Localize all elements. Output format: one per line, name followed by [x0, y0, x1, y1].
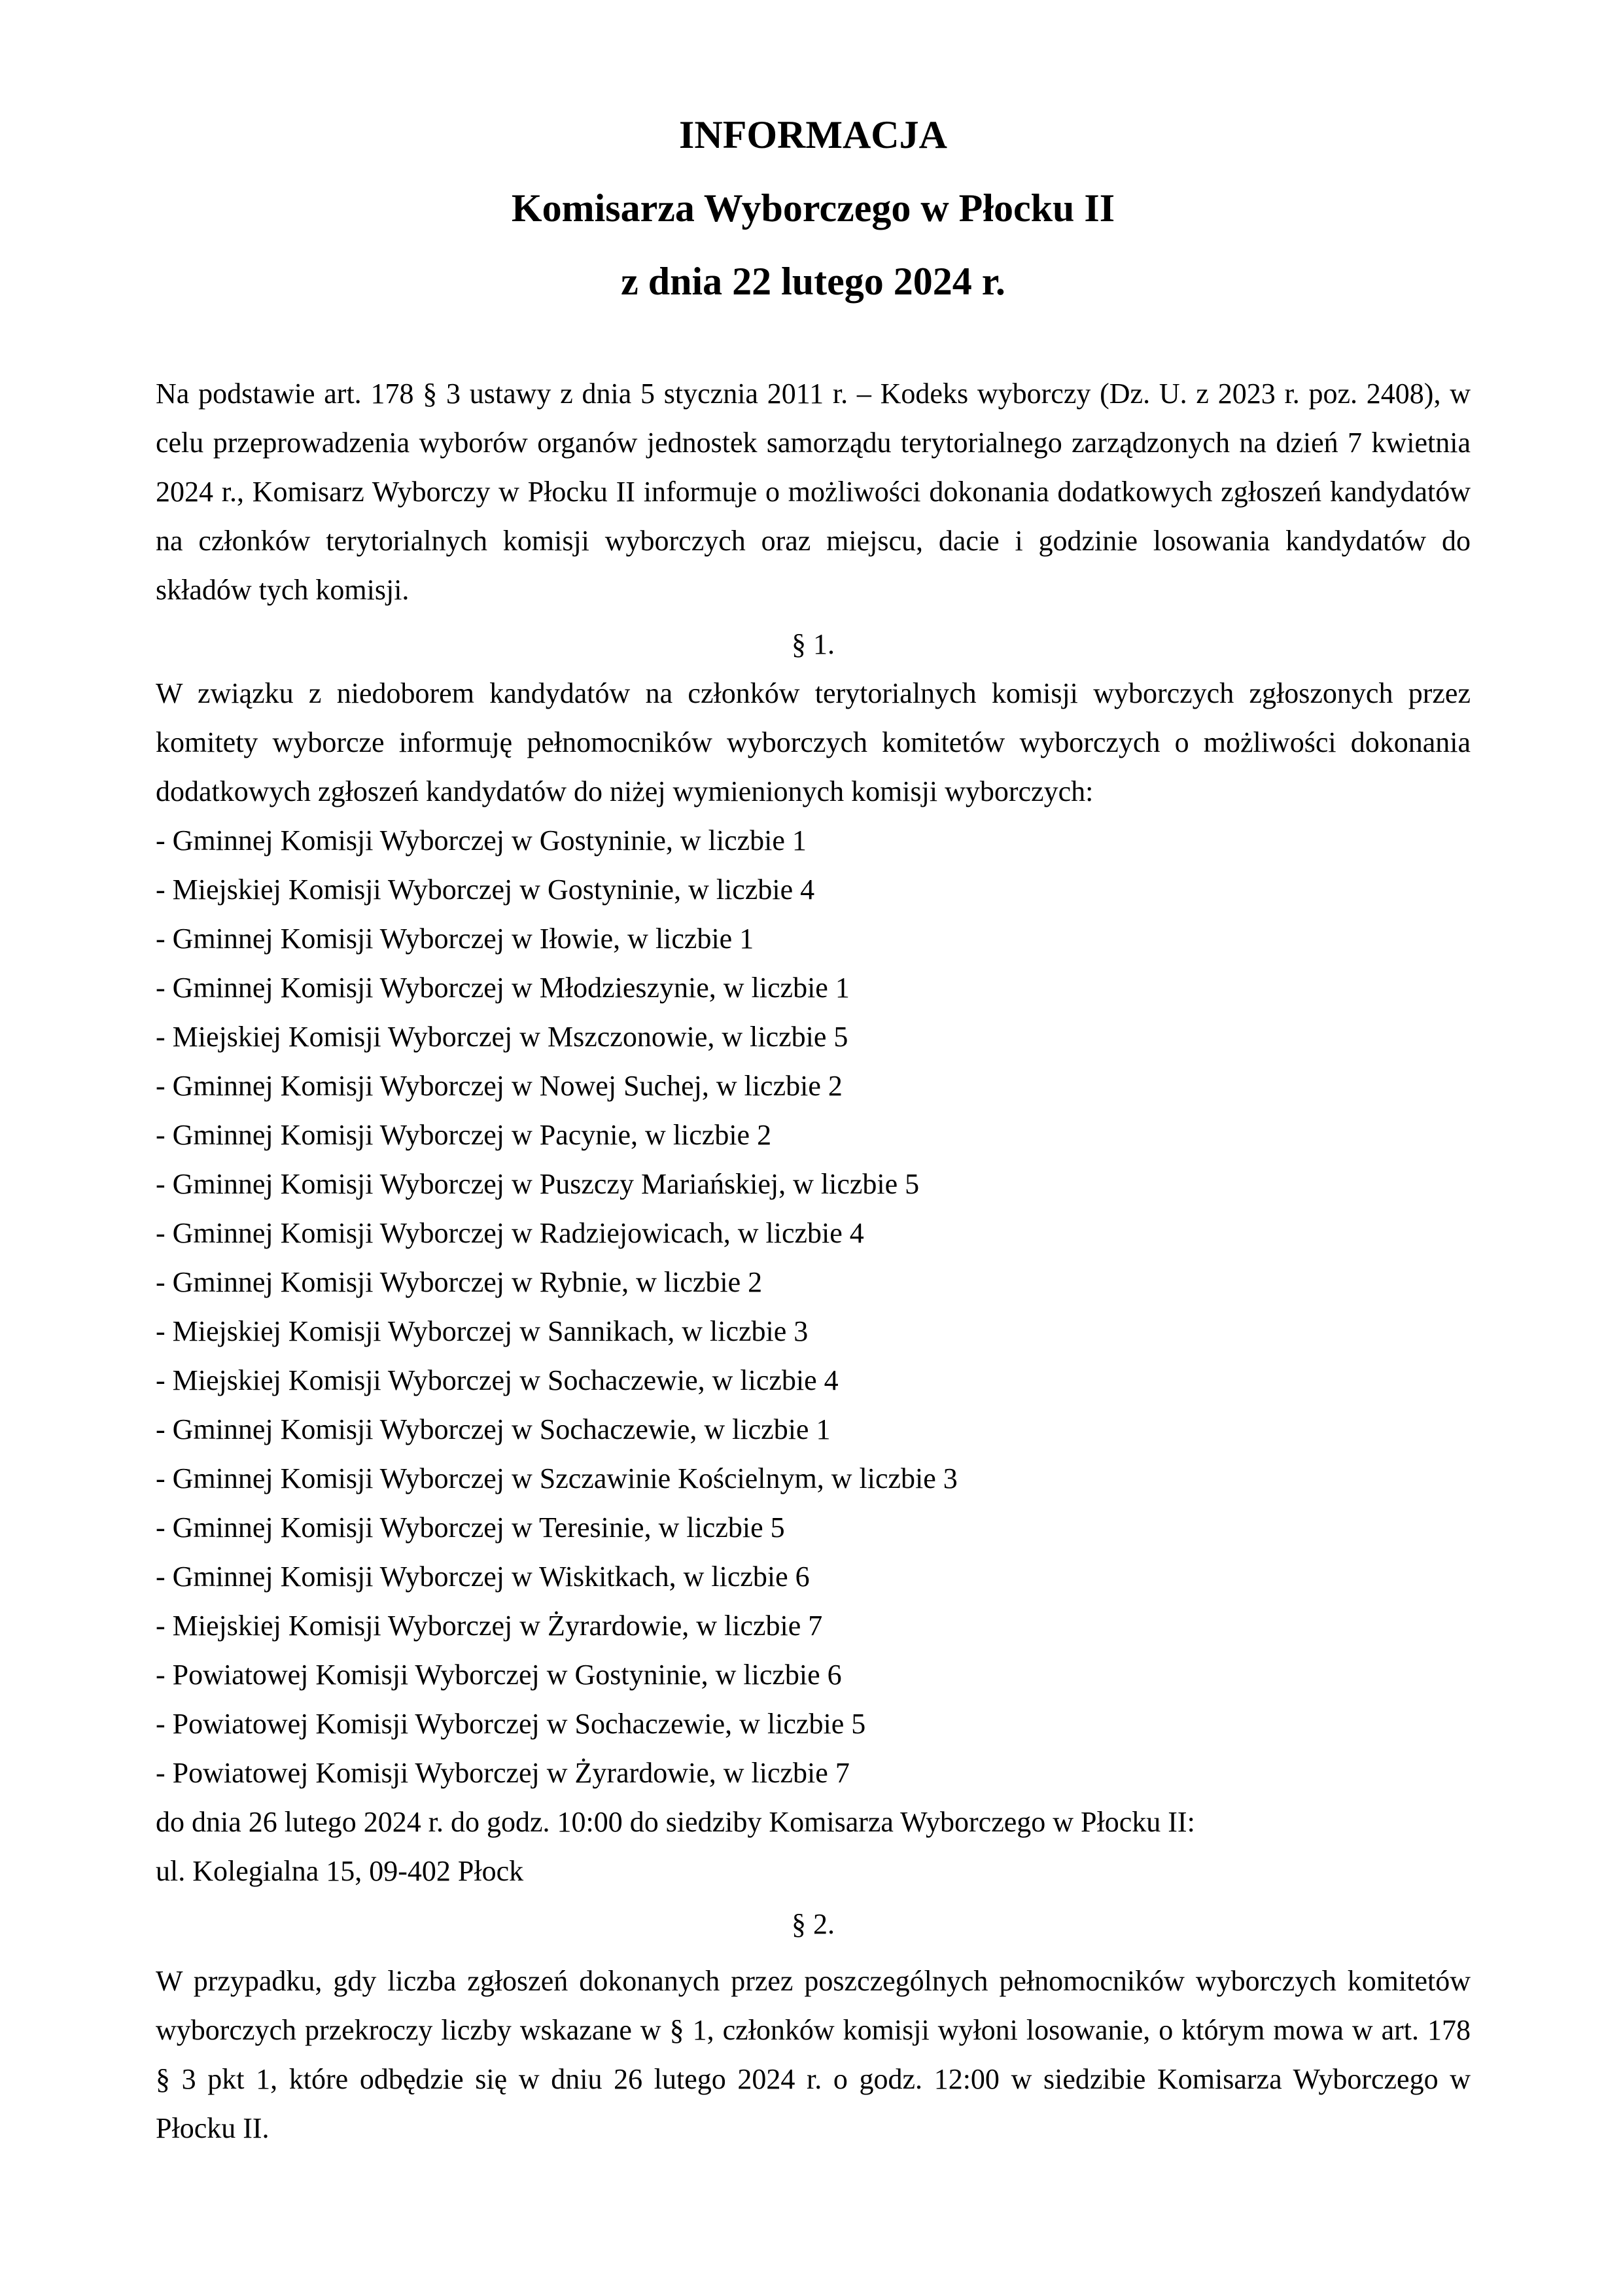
list-item: - Gminnej Komisji Wyborczej w Szczawinie Kościelnym, w liczbie 3	[156, 1462, 958, 1494]
list-item: - Powiatowej Komisji Wyborczej w Gostyninie, w liczbie 6	[156, 1659, 842, 1691]
list-item: - Miejskiej Komisji Wyborczej w Sochaczewie, w liczbie 4	[156, 1364, 839, 1396]
list-item: - Gminnej Komisji Wyborczej w Puszczy Mariańskiej, w liczbie 5	[156, 1168, 920, 1200]
list-item: - Gminnej Komisji Wyborczej w Pacynie, w liczbie 2	[156, 1119, 772, 1151]
list-item: - Powiatowej Komisji Wyborczej w Sochaczewie, w liczbie 5	[156, 1708, 866, 1740]
section-1-text: W związku z niedoborem kandydatów na członków terytorialnych komisji wyborczych zgłoszonych przez komitety wyborcze informuję pełnomocników wyborczych komitetów wyborczych o możliwości dokonania dodatkowych zgłoszeń kandydatów do niżej wymienionych komisji wyborczych:	[156, 677, 1471, 807]
list-item: - Powiatowej Komisji Wyborczej w Żyrardowie, w liczbie 7	[156, 1757, 850, 1789]
document-subtitle: Komisarza Wyborczego w Płocku II	[511, 186, 1115, 230]
document-title: INFORMACJA	[679, 113, 947, 156]
list-item: - Gminnej Komisji Wyborczej w Radziejowicach, w liczbie 4	[156, 1217, 864, 1249]
list-item: - Gminnej Komisji Wyborczej w Wiskitkach, w liczbie 6	[156, 1561, 810, 1593]
list-item: - Gminnej Komisji Wyborczej w Nowej Suchej, w liczbie 2	[156, 1070, 843, 1102]
intro-paragraph: Na podstawie art. 178 § 3 ustawy z dnia 5 stycznia 2011 r. – Kodeks wyborczy (Dz. U. z 2023 r. poz. 2408), w celu przeprowadzenia wyborów organów jednostek samorządu terytorialnego zarządzonych na dzień 7 kwietnia 2024 r., Komisarz Wyborczy w Płocku II informuje o możliwości dokonania dodatkowych zgłoszeń kandydatów na członków terytorialnych komisji wyborczych oraz miejscu, dacie i godzinie losowania kandydatów do składów tych komisji.	[156, 378, 1471, 606]
section-2-text: W przypadku, gdy liczba zgłoszeń dokonanych przez poszczególnych pełnomocników wyborczych komitetów wyborczych przekroczy liczby wskazane w § 1, członków komisji wyłoni losowanie, o którym mowa w art. 178 § 3 pkt 1, które odbędzie się w dniu 26 lutego 2024 r. o godz. 12:00 w siedzibie Komisarza Wyborczego w Płocku II.	[156, 1965, 1471, 2144]
section-1-mark: § 1.	[792, 628, 835, 660]
address-line: ul. Kolegialna 15, 09-402 Płock	[156, 1855, 524, 1887]
list-item: - Gminnej Komisji Wyborczej w Teresinie, w liczbie 5	[156, 1511, 785, 1544]
document-date: z dnia 22 lutego 2024 r.	[621, 260, 1005, 303]
list-item: - Miejskiej Komisji Wyborczej w Żyrardowie, w liczbie 7	[156, 1610, 823, 1642]
list-item: - Gminnej Komisji Wyborczej w Iłowie, w liczbie 1	[156, 923, 754, 955]
commission-list	[156, 816, 1471, 1797]
list-item: - Gminnej Komisji Wyborczej w Młodzieszynie, w liczbie 1	[156, 972, 850, 1004]
list-item: - Miejskiej Komisji Wyborczej w Mszczonowie, w liczbie 5	[156, 1021, 848, 1053]
list-item: - Gminnej Komisji Wyborczej w Sochaczewie, w liczbie 1	[156, 1413, 831, 1445]
list-item: - Gminnej Komisji Wyborczej w Rybnie, w liczbie 2	[156, 1266, 763, 1298]
list-item: - Gminnej Komisji Wyborczej w Gostyninie, w liczbie 1	[156, 824, 807, 857]
list-item: - Miejskiej Komisji Wyborczej w Gostyninie, w liczbie 4	[156, 874, 815, 906]
list-item: - Miejskiej Komisji Wyborczej w Sannikach, w liczbie 3	[156, 1315, 809, 1347]
document-page	[156, 98, 1471, 2153]
section-2-mark: § 2.	[792, 1908, 835, 1940]
deadline-line: do dnia 26 lutego 2024 r. do godz. 10:00 do siedziby Komisarza Wyborczego w Płocku II:	[156, 1806, 1195, 1838]
